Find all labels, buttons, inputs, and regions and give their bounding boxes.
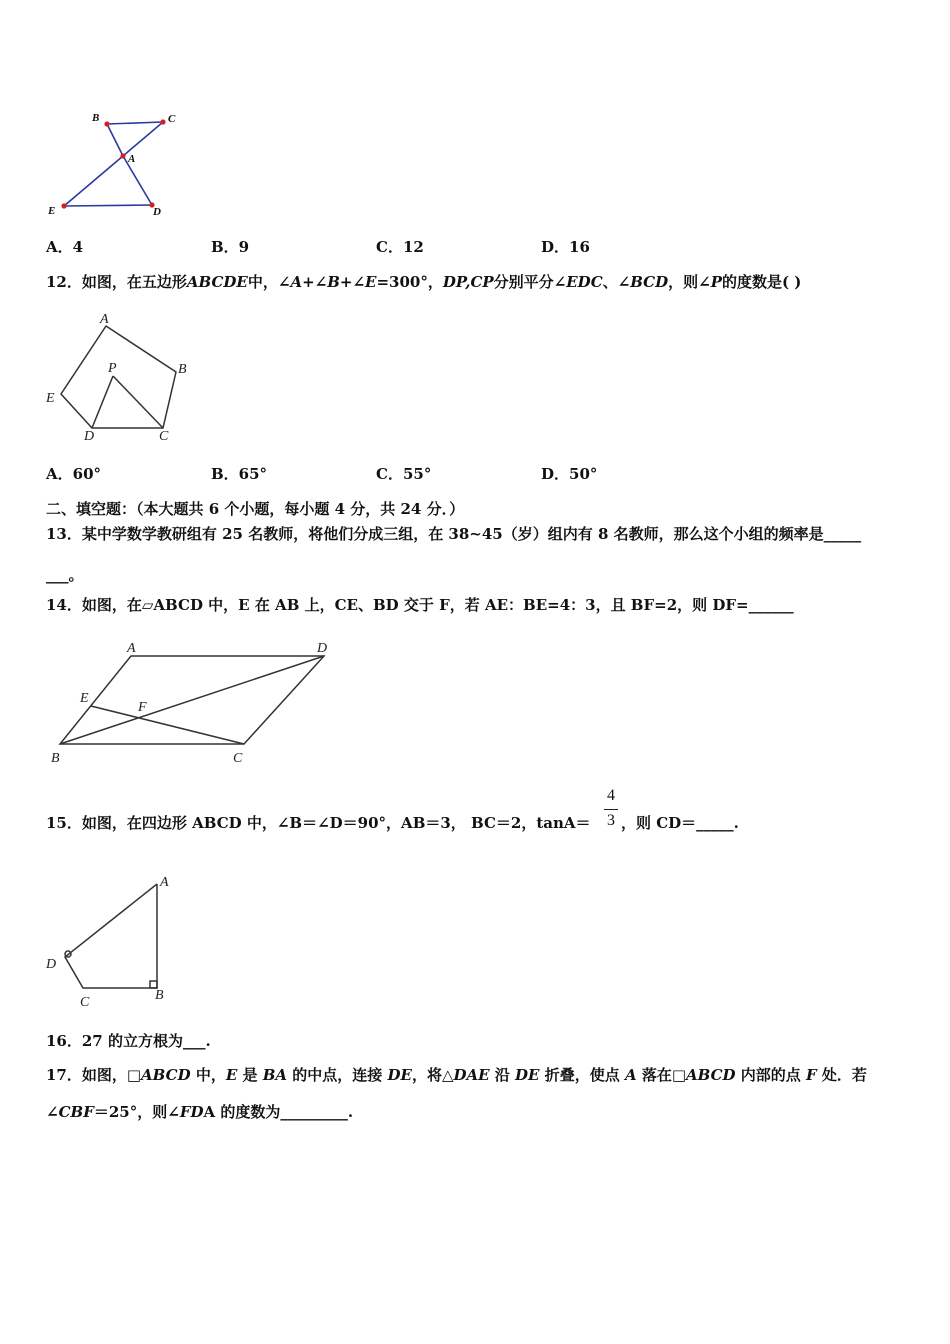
label-d: D: [84, 429, 95, 444]
q11-option-b: B．9: [211, 238, 250, 256]
q12-option-c: C．55°: [376, 465, 432, 483]
q15-question-end: ，则 CD＝_____.: [621, 814, 739, 832]
label-p: P: [108, 361, 117, 376]
q13-line1: 13．某中学数学教研组有 25 名教师，将他们分成三组，在 38~45（岁）组内有 8 名教师，那么这个小组的频率是_____: [46, 525, 862, 543]
label-d: D: [46, 957, 57, 972]
label-e: E: [80, 691, 89, 706]
q17-line1: 17．如图，□ABCD 中，E 是 BA 的中点，连接 DE，将△DAE 沿 DE 折叠，使点 A 落在□ABCD 内部的点 F 处．若: [46, 1066, 867, 1084]
label-e: E: [46, 391, 55, 406]
label-b: B: [51, 751, 60, 766]
label-f: F: [138, 700, 147, 715]
label-c: C: [233, 751, 243, 766]
q11-option-a: A．4: [46, 238, 84, 256]
section-heading: 二、填空题：（本大题共 6 个小题，每小题 4 分，共 24 分．）: [46, 500, 465, 518]
q12-option-b: B．65°: [211, 465, 268, 483]
q11-figure: [40, 108, 190, 223]
label-a: A: [160, 875, 169, 890]
label-a: A: [127, 641, 136, 656]
q13-line2: ___。: [46, 566, 84, 584]
label-b: B: [92, 112, 100, 124]
label-e: E: [48, 205, 56, 217]
label-c: C: [159, 429, 169, 444]
label-b: B: [155, 988, 164, 1003]
q15-fraction-numerator: 4: [607, 787, 615, 804]
q14-figure: [40, 636, 340, 771]
label-c: C: [168, 113, 176, 125]
label-b: B: [178, 362, 187, 377]
q11-option-d: D．16: [541, 238, 590, 256]
label-d: D: [153, 206, 161, 218]
q15-question-start: 15．如图，在四边形 ABCD 中，∠B＝∠D＝90°，AB＝3， BC＝2，tanA＝: [46, 814, 591, 832]
label-a: A: [128, 153, 136, 165]
q12-option-a: A．60°: [46, 465, 102, 483]
q16-question: 16．27 的立方根为___.: [46, 1032, 211, 1050]
q11-option-c: C．12: [376, 238, 424, 256]
q15-fraction-denominator: 3: [607, 812, 615, 829]
q12-question: 12．如图，在五边形ABCDE中，∠A+∠B+∠E=300°，DP,CP分别平分∠EDC、∠BCD，则∠P的度数是( ): [46, 273, 802, 291]
q15-figure: [40, 870, 190, 1015]
q14-question: 14．如图，在▱ABCD 中，E 在 AB 上，CE、BD 交于 F，若 AE：BE=4：3，且 BF=2，则 DF=______: [46, 596, 794, 614]
label-d: D: [317, 641, 328, 656]
label-c: C: [80, 995, 90, 1010]
q12-figure: [40, 308, 200, 448]
q12-option-d: D．50°: [541, 465, 598, 483]
label-a: A: [100, 312, 109, 327]
q15-fraction-bar: [604, 809, 618, 810]
q17-line2: ∠CBF＝25°，则∠FDA 的度数为_________.: [46, 1103, 354, 1121]
